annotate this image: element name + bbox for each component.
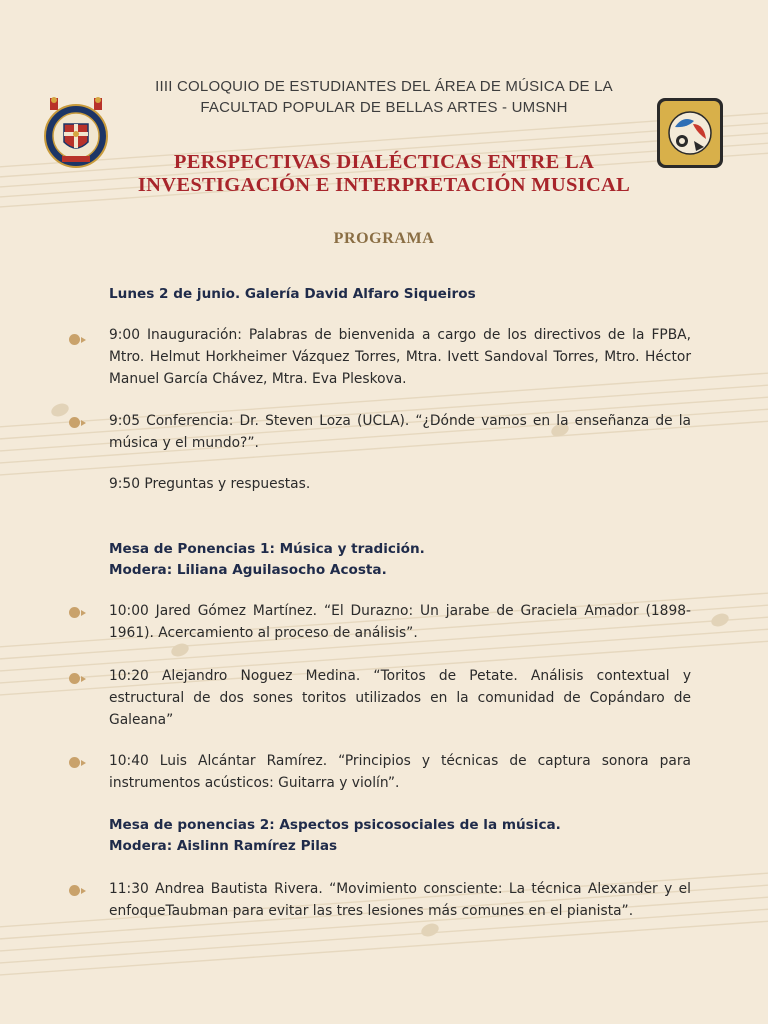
colloquium-header-line-1: IIII COLOQUIO DE ESTUDIANTES DEL ÁREA DE MÚSICA DE LA (155, 78, 613, 95)
schedule-item: 10:20 Alejandro Noguez Medina. “Toritos de Petate. Análisis contextual y estructural de dos sones toritos utilizados en la comunidad de Copándaro de Galeana” (109, 668, 691, 728)
panel-2-moderator: Modera: Aislinn Ramírez Pilas (109, 838, 338, 854)
schedule-item: 9:00 Inauguración: Palabras de bienvenida a cargo de los directivos de la FPBA, Mtro. Helmut Horkheimer Vázquez Torres, Mtra. Ivett Sandoval Torres, Mtro. Héctor Manuel García Chávez, Mtra. Eva Pleskova. (109, 327, 691, 387)
schedule-item: 10:40 Luis Alcántar Ramírez. “Principios y técnicas de captura sonora para instrumentos acústicos: Guitarra y violín”. (109, 753, 691, 791)
schedule-item: 11:30 Andrea Bautista Rivera. “Movimiento consciente: La técnica Alexander y el enfoqueTaubman para evitar las tres lesiones más comunes en el pianista”. (109, 881, 691, 919)
bullet-icon (69, 757, 89, 769)
schedule-item: 9:50 Preguntas y respuestas. (109, 476, 311, 492)
event-title-line-2: INVESTIGACIÓN E INTERPRETACIÓN MUSICAL (137, 174, 631, 196)
panel-1-moderator: Modera: Liliana Aguilasocho Acosta. (109, 562, 387, 578)
bullet-icon (69, 885, 89, 897)
event-title-line-1: PERSPECTIVAS DIALÉCTICAS ENTRE LA (173, 151, 595, 173)
programa-label: PROGRAMA (333, 230, 435, 247)
bullet-icon (69, 607, 89, 619)
schedule-item: 10:00 Jared Gómez Martínez. “El Durazno: Un jarabe de Graciela Amador (1898-1961). Acercamiento al proceso de análisis”. (109, 603, 691, 641)
day-heading: Lunes 2 de junio. Galería David Alfaro Siqueiros (109, 286, 476, 302)
panel-1-heading: Mesa de Ponencias 1: Música y tradición. (109, 541, 425, 557)
colloquium-header-line-2: FACULTAD POPULAR DE BELLAS ARTES - UMSNH (200, 99, 568, 116)
bullet-icon (69, 673, 89, 685)
schedule-item: 9:05 Conferencia: Dr. Steven Loza (UCLA). “¿Dónde vamos en la enseñanza de la música y el mundo?”. (109, 413, 691, 451)
bullet-icon (69, 334, 89, 346)
panel-2-heading: Mesa de ponencias 2: Aspectos psicosociales de la música. (109, 817, 561, 833)
bullet-icon (69, 417, 89, 429)
